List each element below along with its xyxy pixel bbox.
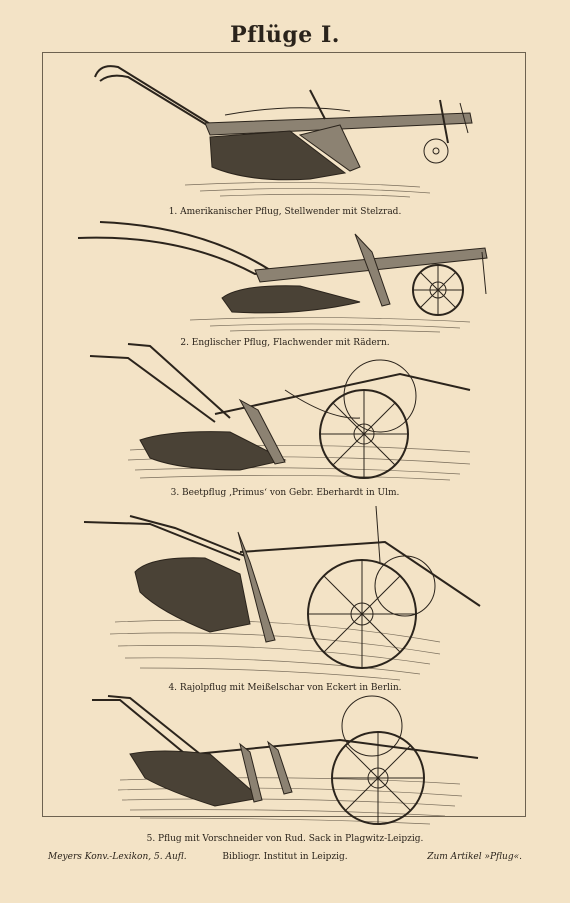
footer-publisher: Bibliogr. Institut in Leipzig. [222, 852, 348, 862]
plow-illustration-4 [0, 502, 570, 682]
page-title: Pflüge I. [230, 22, 340, 48]
plow-caption-4: 4. Rajolpflug mit Meißelschar von Eckert in Berlin. [168, 683, 402, 693]
plow-illustration-1 [0, 55, 570, 200]
plow-caption-1: 1. Amerikanischer Pflug, Stellwender mit Stelzrad. [168, 207, 402, 217]
beetpflug-primus-engraving [0, 340, 570, 485]
plow-illustration-2 [0, 212, 570, 337]
plow-caption-5: 5. Pflug mit Vorschneider von Rud. Sack in Plagwitz-Leipzig. [146, 834, 424, 844]
rajolpflug-engraving [0, 502, 570, 682]
plow-caption-3: 3. Beetpflug ‚Primus‘ von Gebr. Eberhardt in Ulm. [170, 488, 400, 498]
english-plow-engraving [0, 212, 570, 337]
footer-article-reference: Zum Artikel »Pflug«. [427, 852, 522, 862]
american-plow-engraving [0, 55, 570, 200]
plow-caption-2: 2. Englischer Pflug, Flachwender mit Rädern. [180, 338, 390, 348]
plow-illustration-5 [0, 692, 570, 832]
vorschneider-plow-engraving [0, 692, 570, 832]
footer-publication: Meyers Konv.-Lexikon, 5. Aufl. [48, 852, 187, 862]
plow-illustration-3 [0, 340, 570, 485]
